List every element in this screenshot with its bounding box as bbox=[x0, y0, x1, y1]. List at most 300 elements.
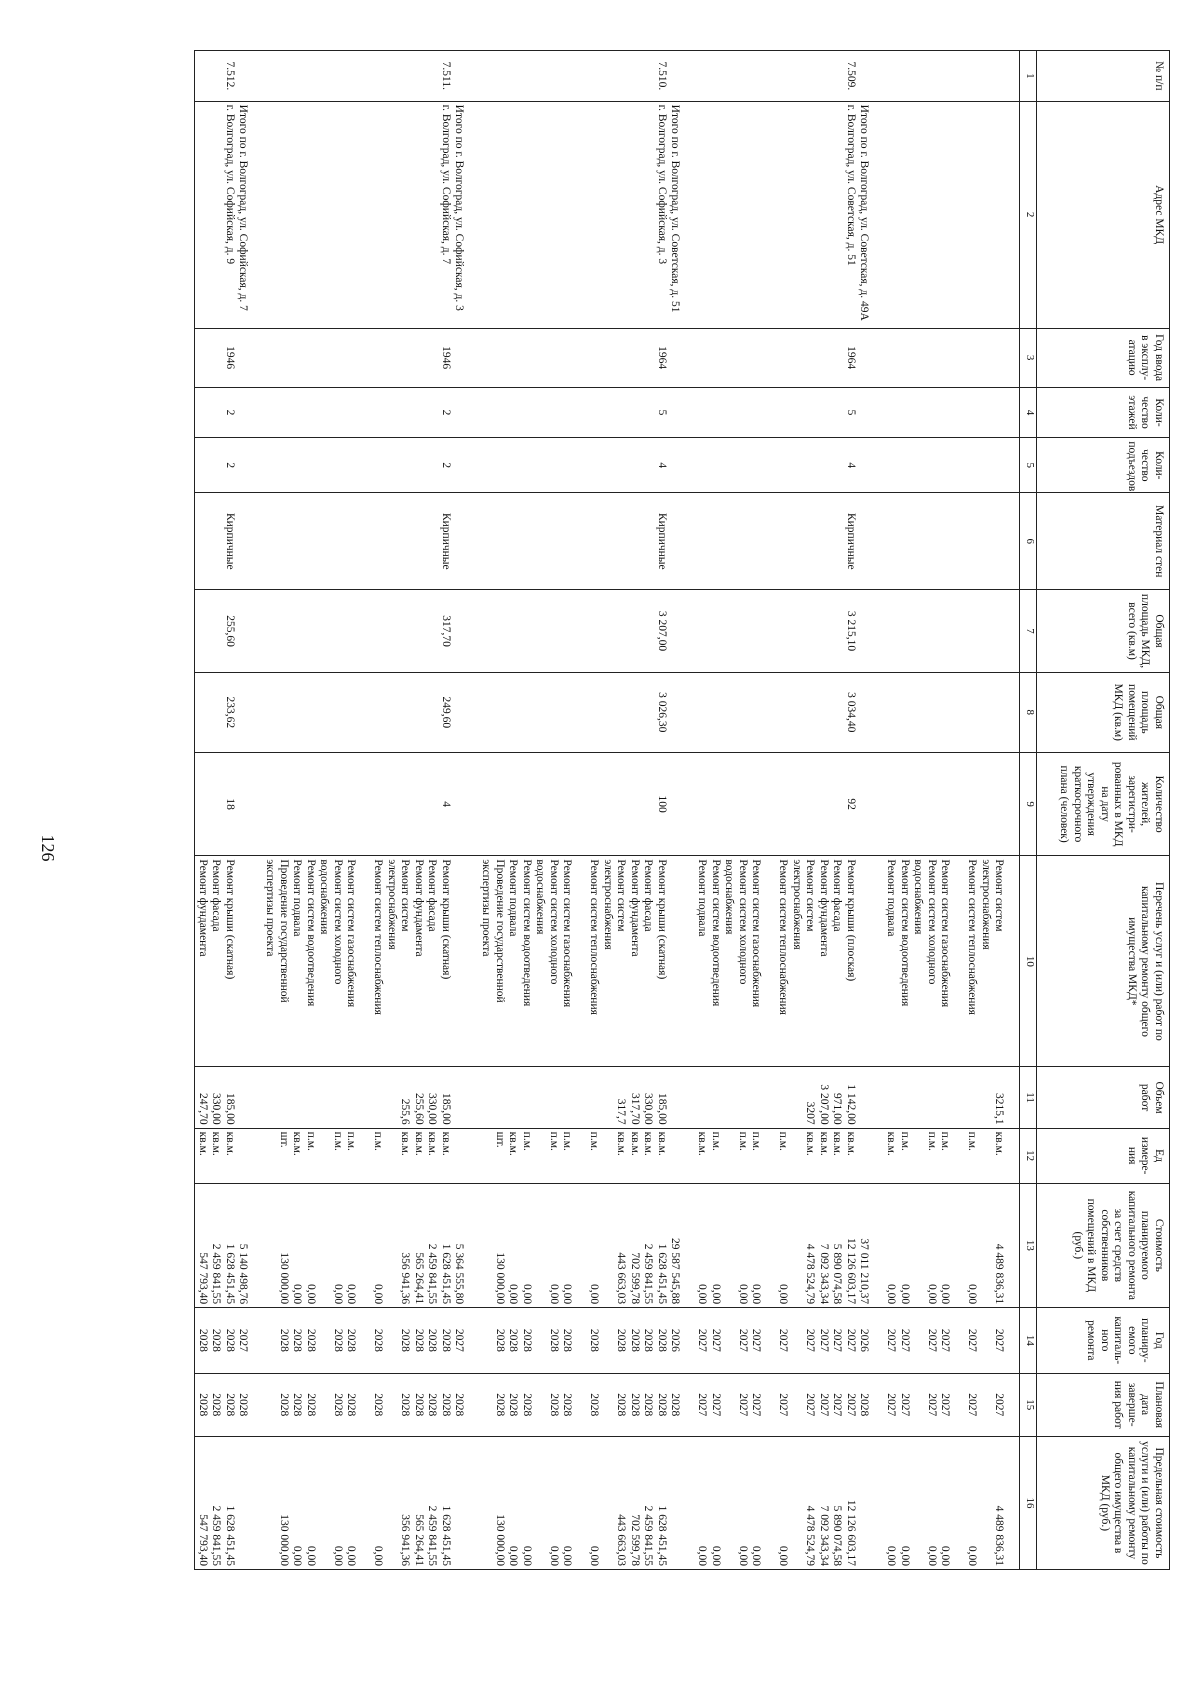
cell-line: 2027 bbox=[926, 1328, 938, 1352]
cell-col-6 bbox=[884, 493, 1020, 590]
house-address: г. Волгоград, ул. Софийская, д. 9 bbox=[224, 104, 236, 265]
table-row bbox=[263, 51, 479, 1570]
cell-col-c15 bbox=[479, 1373, 695, 1436]
cell-line bbox=[722, 1440, 736, 1566]
cell-line: кв.м. bbox=[993, 1131, 1006, 1156]
cell-line: 2028 bbox=[656, 1393, 668, 1417]
cell-col-9 bbox=[263, 752, 479, 855]
cell-line: п.м. bbox=[345, 1131, 358, 1151]
cell-line: 1 628 451,45 bbox=[224, 1243, 236, 1305]
cell-col-c14 bbox=[263, 1308, 479, 1373]
cell-line: 702 599,78 bbox=[629, 1252, 641, 1305]
column-header: Год планиру-емого капиталь-ного ремонта bbox=[1037, 1308, 1170, 1373]
cell-col-8 bbox=[263, 672, 479, 752]
cell-col-c10 bbox=[195, 856, 263, 1067]
cell-col-c13 bbox=[695, 1183, 884, 1308]
cell-line bbox=[317, 1070, 331, 1124]
cell-line: 0,00 bbox=[332, 1545, 344, 1566]
cell-line: 2028 bbox=[629, 1393, 641, 1417]
cell-line: 0,00 bbox=[305, 1283, 317, 1305]
cell-line: 2028 bbox=[656, 1328, 668, 1352]
cell-line: 2028 bbox=[642, 1328, 655, 1352]
house-address: г. Волгоград, ул. Софийская, д. 3 bbox=[656, 104, 668, 265]
cell-value: 3 034,40 bbox=[845, 692, 857, 733]
column-number: 11 bbox=[1020, 1067, 1037, 1128]
cell-line bbox=[668, 1132, 682, 1180]
cell-line bbox=[790, 1311, 804, 1369]
cell-line: п.м. bbox=[750, 1131, 763, 1151]
cell-line: 2028 bbox=[399, 1393, 412, 1417]
cell-line: 2028 bbox=[507, 1328, 520, 1352]
cell-line: 2028 bbox=[210, 1328, 223, 1352]
cell-line: водоснабжения bbox=[723, 859, 736, 935]
cell-line: п.м. bbox=[521, 1131, 533, 1151]
cell-col-4 bbox=[195, 387, 263, 438]
cell-line bbox=[668, 859, 682, 1063]
cell-col-5 bbox=[884, 438, 1020, 493]
cell-line: 2027 bbox=[885, 1393, 898, 1417]
cell-line: Ремонт систем bbox=[993, 859, 1006, 932]
cell-col-c13 bbox=[479, 1183, 695, 1308]
cell-col-5 bbox=[263, 438, 479, 493]
column-header: Стоимость планируемого капитального ремонта за счет средств собственников помещений в МКД (руб.) bbox=[1037, 1183, 1170, 1308]
cell-line bbox=[236, 1132, 250, 1180]
cell-col-8 bbox=[884, 672, 1020, 752]
cell-line: 0,00 bbox=[305, 1545, 317, 1566]
cell-line: водоснабжения bbox=[912, 859, 925, 935]
cell-value: 7.510. bbox=[656, 61, 668, 91]
cell-line bbox=[722, 1132, 736, 1180]
cell-line bbox=[479, 1377, 493, 1433]
cell-line: Ремонт подвала bbox=[885, 859, 898, 937]
cell-value: Кирпичные bbox=[845, 512, 857, 570]
cell-col-2 bbox=[695, 101, 884, 328]
cell-line bbox=[574, 1440, 588, 1566]
cell-line bbox=[601, 1070, 615, 1124]
cell-value bbox=[992, 441, 1006, 489]
cell-col-c16 bbox=[195, 1436, 263, 1569]
cell-line: 185,00 bbox=[656, 1093, 668, 1125]
cell-line: 0,00 bbox=[885, 1545, 898, 1566]
cell-value: 317,70 bbox=[440, 615, 452, 647]
cell-value: 92 bbox=[845, 798, 857, 810]
cell-line bbox=[979, 1070, 993, 1124]
cell-line: 2028 bbox=[291, 1393, 304, 1417]
cell-line: Ремонт систем теплоснабжения bbox=[588, 859, 601, 1015]
cell-line: 2028 bbox=[588, 1393, 601, 1417]
cell-line: Ремонт систем холодного bbox=[737, 859, 749, 985]
cell-line: 2027 bbox=[750, 1328, 763, 1352]
column-number: 16 bbox=[1020, 1436, 1037, 1569]
cell-line bbox=[236, 859, 250, 1063]
cell-col-c15 bbox=[884, 1373, 1020, 1436]
cell-col-6 bbox=[195, 493, 263, 590]
cell-line bbox=[722, 1311, 736, 1369]
cell-col-c12 bbox=[695, 1128, 884, 1183]
cell-line: 2027 bbox=[831, 1393, 844, 1417]
cell-col-5 bbox=[695, 438, 884, 493]
cell-line: 0,00 bbox=[777, 1545, 790, 1566]
cell-col-3 bbox=[695, 328, 884, 387]
cell-line: 2027 bbox=[804, 1328, 817, 1352]
column-header: Общая площадь помещений МКД (кв.м) bbox=[1037, 672, 1170, 752]
cell-line bbox=[331, 1070, 345, 1124]
cell-line: 2028 bbox=[440, 1328, 452, 1352]
cell-line: п.м. bbox=[372, 1131, 385, 1151]
cell-col-8 bbox=[195, 672, 263, 752]
cell-col-1 bbox=[263, 51, 479, 102]
cell-line bbox=[277, 1070, 291, 1124]
column-number: 1 bbox=[1020, 51, 1037, 102]
cell-line: 0,00 bbox=[561, 1283, 574, 1305]
cell-col-7 bbox=[195, 590, 263, 672]
cell-value: 233,62 bbox=[224, 696, 236, 729]
cell-line bbox=[911, 1132, 925, 1180]
cell-line bbox=[493, 1070, 507, 1124]
cell-line: кв.м. bbox=[507, 1131, 520, 1156]
cell-line: 330,00 bbox=[642, 1093, 655, 1125]
cell-line: 2028 bbox=[521, 1393, 533, 1417]
cell-line: 2 459 841,55 bbox=[642, 1505, 655, 1566]
cell-line: Ремонт фундамента bbox=[629, 859, 641, 957]
cell-value: 7.509. bbox=[845, 61, 857, 91]
cell-col-c15 bbox=[695, 1373, 884, 1436]
cell-line: 2027 bbox=[818, 1328, 830, 1352]
cell-line: 2028 bbox=[426, 1393, 439, 1417]
cell-line: Ремонт систем газоснабжения bbox=[939, 859, 952, 1008]
cell-line bbox=[965, 1070, 979, 1124]
column-number: 13 bbox=[1020, 1183, 1037, 1308]
cell-line: 2027 bbox=[926, 1393, 938, 1417]
cell-line bbox=[574, 1187, 588, 1305]
cell-line bbox=[776, 1070, 790, 1124]
cell-value bbox=[992, 593, 1006, 668]
cell-line: 0,00 bbox=[710, 1545, 722, 1566]
cell-line: кв.м. bbox=[615, 1131, 628, 1156]
cell-line bbox=[911, 1311, 925, 1369]
cell-value: 4 bbox=[440, 801, 452, 807]
cell-line bbox=[601, 1311, 615, 1369]
cell-col-1 bbox=[479, 51, 695, 102]
cell-col-9 bbox=[884, 752, 1020, 855]
column-number: 5 bbox=[1020, 438, 1037, 493]
cell-line: Ремонт систем водоотведения bbox=[521, 859, 533, 1007]
cell-line bbox=[749, 1070, 763, 1124]
cell-col-8 bbox=[695, 672, 884, 752]
cell-line: 2028 bbox=[210, 1393, 223, 1417]
cell-line: 2028 bbox=[413, 1328, 425, 1352]
cell-line bbox=[533, 1070, 547, 1124]
cell-value: 5 bbox=[656, 409, 668, 416]
cell-line bbox=[574, 859, 588, 1063]
cell-col-9 bbox=[479, 752, 695, 855]
cell-line: Ремонт систем водоотведения bbox=[710, 859, 722, 1007]
cell-line bbox=[560, 1070, 574, 1124]
cell-col-2 bbox=[479, 101, 695, 328]
cell-col-c13 bbox=[195, 1183, 263, 1308]
cell-line: 2027 bbox=[845, 1328, 857, 1352]
cell-line bbox=[385, 1377, 399, 1433]
cell-line bbox=[790, 1187, 804, 1305]
cell-line: 2 459 841,55 bbox=[642, 1243, 655, 1305]
cell-line bbox=[263, 1377, 277, 1433]
cell-line: 443 663,03 bbox=[615, 1514, 628, 1566]
cell-line: 0,00 bbox=[939, 1545, 952, 1566]
cell-line bbox=[709, 1070, 723, 1124]
cell-value: 5 bbox=[845, 409, 857, 416]
cell-line: 2028 bbox=[588, 1328, 601, 1352]
cell-line: п.м. bbox=[777, 1131, 790, 1151]
cell-line: 2027 bbox=[939, 1393, 952, 1417]
cell-line: 0,00 bbox=[899, 1545, 911, 1566]
cell-line: 2027 bbox=[899, 1393, 911, 1417]
cell-value bbox=[992, 676, 1006, 749]
cell-col-2 bbox=[884, 101, 1020, 328]
cell-line bbox=[520, 1070, 534, 1124]
cell-line bbox=[695, 1070, 709, 1124]
cell-line bbox=[952, 1132, 966, 1180]
cell-value: 2 bbox=[440, 462, 452, 469]
cell-col-c16 bbox=[884, 1436, 1020, 1569]
cell-line: 2028 bbox=[453, 1393, 466, 1417]
cell-line: 2027 bbox=[710, 1328, 722, 1352]
cell-col-c12 bbox=[479, 1128, 695, 1183]
cell-line: электроснабжения bbox=[386, 859, 398, 950]
cell-line: 2028 bbox=[521, 1328, 533, 1352]
cell-line: 185,00 bbox=[440, 1093, 452, 1125]
cell-line: 2027 bbox=[845, 1393, 857, 1417]
column-number: 8 bbox=[1020, 672, 1037, 752]
cell-col-3 bbox=[195, 328, 263, 387]
column-number: 6 bbox=[1020, 493, 1037, 590]
cell-line: кв.м. bbox=[399, 1131, 412, 1156]
cell-value: 4 bbox=[656, 462, 668, 469]
cell-value: 7.512. bbox=[224, 61, 236, 91]
cell-line bbox=[763, 1440, 777, 1566]
cell-line bbox=[358, 859, 372, 1063]
cell-line: 1 628 451,45 bbox=[656, 1243, 668, 1305]
cell-line bbox=[263, 1311, 277, 1369]
cell-line: 2027 bbox=[737, 1328, 749, 1352]
cell-line: 1 628 451,45 bbox=[440, 1243, 452, 1305]
cell-line: водоснабжения bbox=[534, 859, 547, 935]
cell-col-c11 bbox=[263, 1067, 479, 1128]
cell-line: Ремонт систем холодного bbox=[548, 859, 560, 985]
cell-line: кв.м. bbox=[440, 1131, 452, 1156]
cell-line bbox=[385, 1070, 399, 1124]
cell-line bbox=[317, 1440, 331, 1566]
cell-col-c14 bbox=[479, 1308, 695, 1373]
cell-line bbox=[790, 1132, 804, 1180]
cell-line: экспертизы проекта bbox=[480, 859, 493, 957]
cell-col-3 bbox=[263, 328, 479, 387]
cell-line: 0,00 bbox=[507, 1283, 520, 1305]
cell-value: 255,60 bbox=[224, 615, 236, 647]
cell-line: 0,00 bbox=[750, 1283, 763, 1305]
cell-line: 4 489 836,31 bbox=[993, 1505, 1006, 1566]
cell-line: Ремонт фасада bbox=[642, 859, 655, 932]
cell-line: 2 459 841,55 bbox=[210, 1243, 223, 1305]
cell-line: 5 890 074,58 bbox=[831, 1505, 844, 1566]
cell-line: 2028 bbox=[548, 1328, 560, 1352]
cell-line bbox=[763, 1311, 777, 1369]
cell-line: 0,00 bbox=[372, 1545, 385, 1566]
cell-line: 2 459 841,55 bbox=[426, 1505, 439, 1566]
cell-line bbox=[479, 1311, 493, 1369]
cell-line bbox=[601, 1440, 615, 1566]
cell-line: 2028 bbox=[372, 1393, 385, 1417]
cell-line: Ремонт систем теплоснабжения bbox=[372, 859, 385, 1015]
column-header: Материал стен bbox=[1037, 493, 1170, 590]
cell-line: 2027 bbox=[993, 1328, 1006, 1352]
cell-line: 2028 bbox=[426, 1328, 439, 1352]
cell-line: 2028 bbox=[494, 1328, 506, 1352]
page-number: 126 bbox=[38, 834, 58, 862]
cell-line: Ремонт систем холодного bbox=[926, 859, 938, 985]
cell-col-c11 bbox=[195, 1067, 263, 1128]
cell-line: 130 000,00 bbox=[278, 1252, 290, 1305]
cell-value: 1964 bbox=[845, 346, 857, 370]
cell-col-7 bbox=[263, 590, 479, 672]
column-number: 4 bbox=[1020, 387, 1037, 438]
column-header: Предельная стоимость услуги и (или) работы по капитальному ремонту общего имущества в МКД (руб.) bbox=[1037, 1436, 1170, 1569]
cell-line: 2027 bbox=[710, 1393, 722, 1417]
cell-line bbox=[358, 1187, 372, 1305]
cell-line: Ремонт фундамента bbox=[413, 859, 425, 957]
cell-col-3 bbox=[884, 328, 1020, 387]
cell-line bbox=[317, 1132, 331, 1180]
cell-col-c15 bbox=[263, 1373, 479, 1436]
table-row bbox=[479, 51, 695, 1570]
cell-line: Ремонт фасада bbox=[210, 859, 223, 932]
cell-line bbox=[533, 1440, 547, 1566]
cell-line bbox=[263, 1070, 277, 1124]
cell-line: 4 478 524,79 bbox=[804, 1505, 817, 1566]
cell-col-c15 bbox=[195, 1373, 263, 1436]
cell-value: 3 215,10 bbox=[845, 610, 857, 652]
cell-line bbox=[911, 1440, 925, 1566]
cell-col-6 bbox=[479, 493, 695, 590]
cell-line: п.м. bbox=[561, 1131, 574, 1151]
cell-line: 2027 bbox=[737, 1393, 749, 1417]
cell-line: Ремонт фундамента bbox=[197, 859, 209, 957]
cell-line: 0,00 bbox=[345, 1283, 358, 1305]
cell-value: 1946 bbox=[224, 346, 236, 370]
cell-value: 7.511. bbox=[440, 61, 452, 90]
cell-value: 249,60 bbox=[440, 696, 452, 729]
cell-line: 2028 bbox=[561, 1393, 574, 1417]
cell-col-5 bbox=[195, 438, 263, 493]
cell-line: 2027 bbox=[818, 1393, 830, 1417]
cell-value: 2 bbox=[224, 462, 236, 469]
cell-col-6 bbox=[263, 493, 479, 590]
cell-line: 0,00 bbox=[737, 1283, 749, 1305]
cell-col-c11 bbox=[695, 1067, 884, 1128]
cell-line: 0,00 bbox=[588, 1545, 601, 1566]
cell-value: 3 207,00 bbox=[656, 610, 668, 652]
cell-line bbox=[979, 1187, 993, 1305]
cell-col-c11 bbox=[884, 1067, 1020, 1128]
cell-line: 2027 bbox=[993, 1393, 1006, 1417]
cell-line bbox=[479, 1070, 493, 1124]
column-number: 2 bbox=[1020, 101, 1037, 328]
cell-line: п.м. bbox=[710, 1131, 722, 1151]
cell-line: 0,00 bbox=[588, 1283, 601, 1305]
cell-value: Кирпичные bbox=[224, 512, 236, 570]
cell-line: 4 478 524,79 bbox=[804, 1243, 817, 1305]
cell-line: Ремонт систем водоотведения bbox=[899, 859, 911, 1007]
cell-line: 971,00 bbox=[831, 1093, 844, 1125]
cell-line: Ремонт крыши (скатная) bbox=[656, 859, 668, 980]
block-total-label: Итого по г. Волгоград, ул. Софийская, д. 7 bbox=[237, 104, 250, 311]
cell-line: 2028 bbox=[332, 1393, 344, 1417]
cell-line: 0,00 bbox=[696, 1545, 709, 1566]
cell-line: 2028 bbox=[345, 1328, 358, 1352]
cell-line: 2028 bbox=[345, 1393, 358, 1417]
cell-line: Ремонт систем bbox=[615, 859, 628, 932]
cell-line: 130 000,00 bbox=[278, 1514, 290, 1566]
cell-line: Проведение государственной bbox=[278, 859, 290, 1003]
cell-line: 4 489 836,31 bbox=[993, 1243, 1006, 1305]
cell-line bbox=[236, 1440, 250, 1566]
cell-line: 130 000,00 bbox=[494, 1252, 506, 1305]
cell-line: 0,00 bbox=[548, 1545, 560, 1566]
cell-line: 0,00 bbox=[899, 1283, 911, 1305]
cell-line: 317,70 bbox=[629, 1093, 641, 1125]
cell-line: 2028 bbox=[399, 1328, 412, 1352]
cell-line: Ремонт крыши (скатная) bbox=[224, 859, 236, 980]
cell-line: Ремонт подвала bbox=[696, 859, 709, 937]
column-header: Количество жителей, зарегистри-рованных в МКД на дату утверждения краткосрочного плана (человек) bbox=[1037, 752, 1170, 855]
cell-line: кв.м. bbox=[845, 1131, 857, 1156]
cell-line: шт. bbox=[494, 1131, 506, 1148]
cell-line: 2027 bbox=[237, 1328, 250, 1352]
cell-line bbox=[547, 1070, 561, 1124]
cell-line: 2028 bbox=[629, 1328, 641, 1352]
cell-line: 2027 bbox=[899, 1328, 911, 1352]
cell-line: Ремонт систем теплоснабжения bbox=[966, 859, 979, 1015]
cell-line: 2027 bbox=[696, 1393, 709, 1417]
cell-line bbox=[452, 1440, 466, 1566]
cell-line: 0,00 bbox=[332, 1283, 344, 1305]
cell-col-c12 bbox=[195, 1128, 263, 1183]
cell-line bbox=[452, 859, 466, 1063]
cell-col-7 bbox=[695, 590, 884, 672]
cell-line: 2028 bbox=[197, 1328, 209, 1352]
cell-line bbox=[763, 1070, 777, 1124]
cell-col-c10 bbox=[263, 856, 479, 1067]
cell-line: 2028 bbox=[372, 1328, 385, 1352]
cell-col-c16 bbox=[695, 1436, 884, 1569]
cell-line: 5 140 498,76 bbox=[237, 1243, 250, 1305]
block-total-label: Итого по г. Волгоград, ул. Советская, д. 51 bbox=[669, 104, 682, 313]
cell-line: 0,00 bbox=[926, 1283, 938, 1305]
cell-line: электроснабжения bbox=[791, 859, 803, 950]
cell-line bbox=[317, 1377, 331, 1433]
cell-line: 255,60 bbox=[413, 1093, 425, 1125]
cell-line: кв.м. bbox=[210, 1131, 223, 1156]
cell-col-1 bbox=[695, 51, 884, 102]
cell-line bbox=[385, 1440, 399, 1566]
cell-line bbox=[574, 1070, 588, 1124]
cell-line: Проведение государственной bbox=[494, 859, 506, 1003]
cell-line: электроснабжения bbox=[980, 859, 992, 950]
cell-line bbox=[385, 1311, 399, 1369]
cell-line bbox=[371, 1070, 385, 1124]
table-row bbox=[695, 51, 884, 1570]
cell-line: 2028 bbox=[332, 1328, 344, 1352]
cell-line bbox=[601, 1377, 615, 1433]
